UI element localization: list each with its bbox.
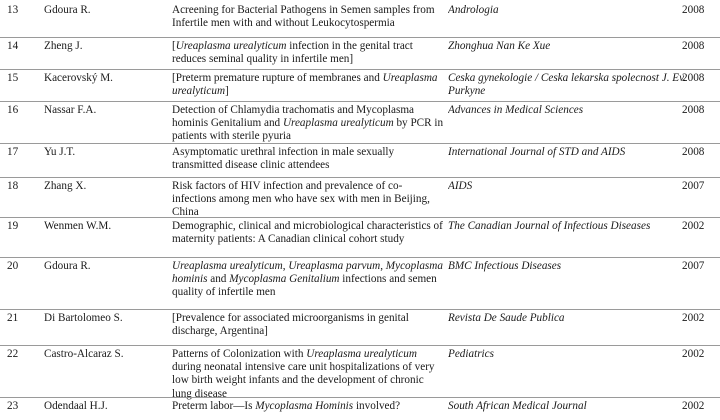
publication-year: 2007 [682, 180, 705, 192]
row-number: 19 [7, 220, 19, 232]
publication-year: 2002 [682, 312, 705, 324]
title-text: Detection of Chlamydia trachomatis and Mycoplasma hominis Genitalium and [172, 104, 415, 130]
row-divider [0, 69, 720, 70]
publication-year: 2008 [682, 104, 705, 116]
publication-year: 2002 [682, 348, 705, 360]
row-divider [0, 143, 720, 144]
article-title [172, 72, 444, 98]
publication-year: 2002 [682, 220, 705, 232]
row-divider [0, 101, 720, 102]
journal-name: Pediatrics [448, 348, 494, 360]
first-author: Nassar F.A. [44, 104, 97, 116]
row-divider [0, 37, 720, 38]
title-text: Asymptomatic urethral infection in male sexually transmitted disease clinic attendees [172, 146, 395, 172]
first-author: Odendaal H.J. [44, 400, 108, 412]
article-title [172, 260, 444, 300]
title-text: by PCR in patients with sterile pyuria [172, 117, 444, 143]
row-number: 21 [7, 312, 19, 324]
row-number: 17 [7, 146, 19, 158]
first-author: Wenmen W.M. [44, 220, 112, 232]
row-divider [0, 345, 720, 346]
journal-name: Advances in Medical Sciences [448, 104, 584, 116]
row-number: 22 [7, 348, 19, 360]
first-author: Castro-Alcaraz S. [44, 348, 124, 360]
journal-name: Ceska gynekologie / Ceska lekarska spolecnost J. Ev. Purkyne [448, 72, 687, 98]
row-divider [0, 217, 720, 218]
article-title [172, 220, 444, 246]
organism-name: Ureaplasma urealyticum [172, 260, 283, 272]
article-title [172, 40, 444, 66]
title-text: ] [225, 85, 229, 98]
organism-name: Ureaplasma urealyticum [282, 117, 394, 130]
title-text: Demographic, clinical and microbiological characteristics of maternity patients: A Canadian clinical cohort study [172, 220, 443, 246]
article-title [172, 348, 444, 401]
first-author: Di Bartolomeo S. [44, 312, 123, 324]
organism-name: Mycoplasma hominis [172, 260, 443, 286]
journal-name: BMC Infectious Diseases [448, 260, 562, 272]
first-author: Gdoura R. [44, 4, 91, 16]
organism-name: Ureaplasma parvum [288, 260, 381, 272]
article-title [172, 146, 444, 172]
row-divider [0, 309, 720, 310]
publication-year: 2007 [682, 260, 705, 272]
title-text: , [282, 260, 289, 272]
title-text: during neonatal intensive care unit hospitalizations of very low birth weight infants and the development of chronic lung disease [172, 361, 435, 400]
row-divider [0, 257, 720, 258]
publication-year: 2008 [682, 40, 705, 52]
row-number: 13 [7, 4, 19, 16]
article-title [172, 312, 444, 338]
first-author: Kacerovský M. [44, 72, 113, 84]
title-text: [ [172, 40, 176, 52]
row-number: 18 [7, 180, 19, 192]
row-number: 15 [7, 72, 19, 84]
journal-name: South African Medical Journal [448, 400, 587, 412]
publication-year: 2008 [682, 146, 705, 158]
article-title [172, 104, 444, 144]
row-number: 23 [7, 400, 19, 412]
article-title [172, 4, 444, 30]
row-number: 20 [7, 260, 19, 272]
organism-name: Mycoplasma Genitalium [229, 273, 340, 286]
publication-year: 2002 [682, 400, 705, 412]
row-divider [0, 397, 720, 398]
title-text: Risk factors of HIV infection and prevalence of co-infections among men who have sex with men in Beijing, China [172, 180, 430, 219]
title-text: infection in the genital tract reduces seminal quality in infertile men] [172, 40, 413, 66]
title-text: involved? [353, 400, 401, 412]
title-text: Acreening for Bacterial Pathogens in Semen samples from Infertile men with and without Leukocytospermia [172, 4, 435, 30]
first-author: Zhang X. [44, 180, 87, 192]
title-text: Preterm labor—Is [172, 400, 256, 412]
row-divider [0, 177, 720, 178]
title-text: Patterns of Colonization with [172, 348, 307, 360]
row-number: 16 [7, 104, 19, 116]
journal-name: The Canadian Journal of Infectious Diseases [448, 220, 651, 232]
title-text: infections and semen quality of infertile men [172, 273, 437, 299]
journal-name: International Journal of STD and AIDS [448, 146, 626, 158]
first-author: Gdoura R. [44, 260, 91, 272]
journal-name: AIDS [448, 180, 473, 192]
journal-name: Revista De Saude Publica [448, 312, 565, 324]
organism-name: Ureaplasma urealyticum [172, 72, 438, 98]
organism-name: Mycoplasma Hominis [255, 400, 354, 412]
title-text: [Prevalence for associated microorganisms in genital discharge, Argentina] [172, 312, 409, 338]
journal-name: Zhonghua Nan Ke Xue [448, 40, 551, 52]
first-author: Yu J.T. [44, 146, 76, 158]
row-number: 14 [7, 40, 19, 52]
article-title [172, 180, 444, 220]
title-text: [Preterm premature rupture of membranes and [172, 72, 383, 84]
title-text: and [207, 273, 230, 286]
title-text: , [380, 260, 386, 272]
publication-year: 2008 [682, 72, 705, 84]
article-title [172, 400, 444, 413]
organism-name: Ureaplasma urealyticum [306, 348, 417, 360]
publication-year: 2008 [682, 4, 705, 16]
organism-name: Ureaplasma urealyticum [175, 40, 287, 52]
first-author: Zheng J. [44, 40, 83, 52]
journal-name: Andrologia [448, 4, 499, 16]
